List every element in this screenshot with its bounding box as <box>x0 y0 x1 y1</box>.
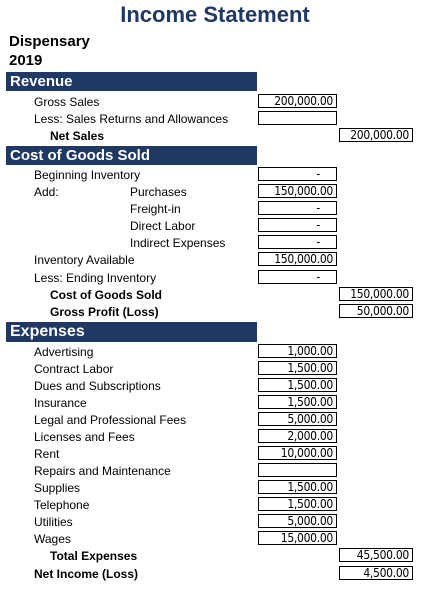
expense-label: Dues and Subscriptions <box>34 379 161 393</box>
expense-label: Contract Labor <box>34 362 114 376</box>
revenue-section-header: Revenue <box>6 72 257 91</box>
expense-value[interactable]: 1,000.00 <box>258 344 337 358</box>
expense-label: Licenses and Fees <box>34 430 135 444</box>
expense-label: Advertising <box>34 345 94 359</box>
direct-labor-value[interactable]: - <box>258 218 337 232</box>
expense-value[interactable]: 5,000.00 <box>258 412 337 426</box>
net-income-value[interactable]: 4,500.00 <box>339 566 413 580</box>
net-income-label: Net Income (Loss) <box>34 567 139 581</box>
expense-label: Insurance <box>34 396 87 410</box>
add-label: Add: <box>34 185 59 199</box>
gross-profit-value[interactable]: 50,000.00 <box>339 304 413 318</box>
purchases-label: Purchases <box>130 185 187 199</box>
ending-inventory-label: Less: Ending Inventory <box>34 271 157 285</box>
direct-labor-label: Direct Labor <box>130 219 196 233</box>
entity-name: Dispensary <box>9 33 90 50</box>
expense-value[interactable]: 1,500.00 <box>258 395 337 409</box>
cogs-section-header: Cost of Goods Sold <box>6 146 257 165</box>
expense-label: Supplies <box>34 481 81 495</box>
freight-in-label: Freight-in <box>130 202 181 216</box>
indirect-expenses-value[interactable]: - <box>258 235 337 249</box>
expense-label: Legal and Professional Fees <box>34 413 187 427</box>
returns-label: Less: Sales Returns and Allowances <box>34 112 229 126</box>
expense-value[interactable]: 1,500.00 <box>258 361 337 375</box>
statement-title: Income Statement <box>120 2 310 27</box>
inventory-available-label: Inventory Available <box>34 253 135 267</box>
expense-value[interactable]: 1,500.00 <box>258 378 337 392</box>
total-expenses-value[interactable]: 45,500.00 <box>339 548 413 562</box>
expense-label: Repairs and Maintenance <box>34 464 171 478</box>
beginning-inventory-label: Beginning Inventory <box>34 168 141 182</box>
ending-inventory-value[interactable]: - <box>258 270 337 284</box>
beginning-inventory-value[interactable]: - <box>258 167 337 181</box>
net-sales-value[interactable]: 200,000.00 <box>339 128 413 142</box>
expense-label: Rent <box>34 447 60 461</box>
expense-label: Utilities <box>34 515 73 529</box>
expense-value[interactable]: 2,000.00 <box>258 429 337 443</box>
gross-sales-label: Gross Sales <box>34 95 100 109</box>
purchases-value[interactable]: 150,000.00 <box>258 184 337 198</box>
expense-label: Wages <box>34 532 71 546</box>
expense-value[interactable]: 1,500.00 <box>258 497 337 511</box>
indirect-expenses-label: Indirect Expenses <box>130 236 226 250</box>
expense-value[interactable]: 5,000.00 <box>258 514 337 528</box>
statement-year: 2019 <box>9 52 43 69</box>
expense-value[interactable] <box>258 463 337 477</box>
inventory-available-value[interactable]: 150,000.00 <box>258 252 337 266</box>
expenses-section-header: Expenses <box>6 322 257 342</box>
gross-sales-value[interactable]: 200,000.00 <box>258 94 337 108</box>
gross-profit-label: Gross Profit (Loss) <box>50 305 159 319</box>
expense-label: Telephone <box>34 498 90 512</box>
expense-value[interactable]: 10,000.00 <box>258 446 337 460</box>
cogs-total-label: Cost of Goods Sold <box>50 288 162 302</box>
total-expenses-label: Total Expenses <box>50 549 138 563</box>
cogs-total-value[interactable]: 150,000.00 <box>339 287 413 301</box>
net-sales-label: Net Sales <box>50 129 105 143</box>
returns-value[interactable] <box>258 111 337 125</box>
expense-value[interactable]: 15,000.00 <box>258 531 337 545</box>
freight-in-value[interactable]: - <box>258 201 337 215</box>
expense-value[interactable]: 1,500.00 <box>258 480 337 494</box>
